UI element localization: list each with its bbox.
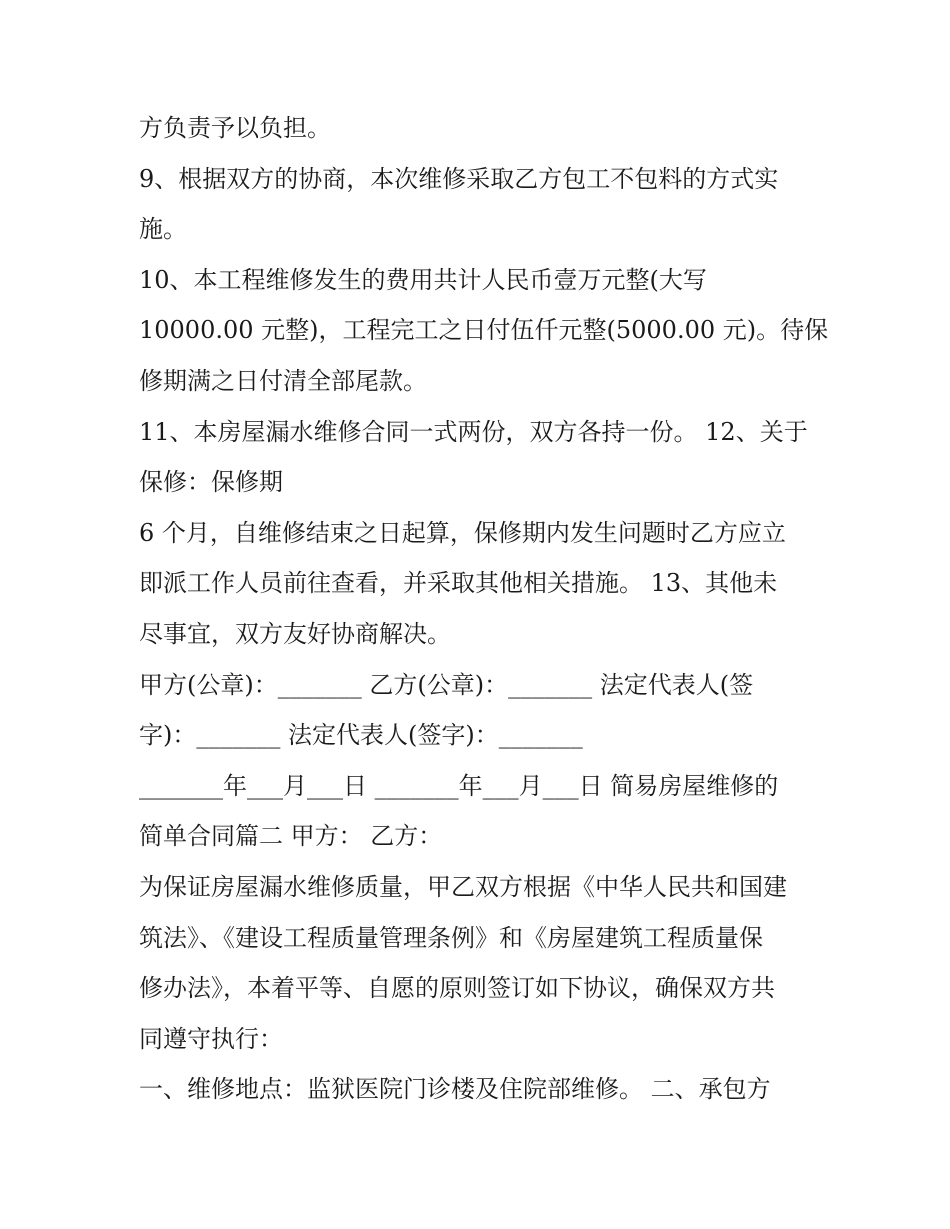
text-line-12: 甲方(公章)：_______ 乙方(公章)：_______ 法定代表人(签	[139, 670, 754, 699]
text-line-3: 施。	[139, 215, 187, 244]
text-line-1: 方负责予以负担。	[139, 114, 331, 142]
text-line-7: 11、本房屋漏水维修合同一式两份，双方各持一份。 12、关于	[139, 417, 808, 446]
text-line-14: _______年___月___日 _______年___月___日 简易房屋维修的	[139, 771, 779, 800]
text-line-4: 10、本工程维修发生的费用共计人民币壹万元整(大写	[139, 265, 707, 294]
document-body	[139, 103, 829, 1115]
text-line-9: 6 个月，自维修结束之日起算，保修期内发生问题时乙方应立	[139, 518, 786, 547]
text-line-17: 筑法》、《建设工程质量管理条例》和《房屋建筑工程质量保	[139, 923, 763, 952]
text-line-8: 保修：保修期	[139, 468, 283, 497]
text-line-13: 字)：_______ 法定代表人(签字)：_______	[139, 721, 583, 750]
text-line-6: 修期满之日付清全部尾款。	[139, 366, 427, 395]
text-line-5: 10000.00 元整)，工程完工之日付伍仟元整(5000.00 元)。待保	[139, 316, 829, 345]
text-line-11: 尽事宜，双方友好协商解决。	[139, 619, 451, 648]
text-line-20: 一、维修地点：监狱医院门诊楼及住院部维修。 二、承包方	[139, 1075, 771, 1104]
text-line-10: 即派工作人员前往查看，并采取其他相关措施。 13、其他未	[139, 569, 778, 598]
text-line-18: 修办法》，本着平等、自愿的原则签订如下协议，确保双方共	[139, 974, 775, 1003]
text-line-15: 简单合同篇二 甲方： 乙方：	[139, 822, 443, 851]
text-line-16: 为保证房屋漏水维修质量，甲乙双方根据《中华人民共和国建	[139, 872, 787, 901]
text-line-19: 同遵守执行：	[139, 1024, 283, 1053]
text-line-2: 9、根据双方的协商，本次维修采取乙方包工不包料的方式实	[139, 164, 779, 193]
